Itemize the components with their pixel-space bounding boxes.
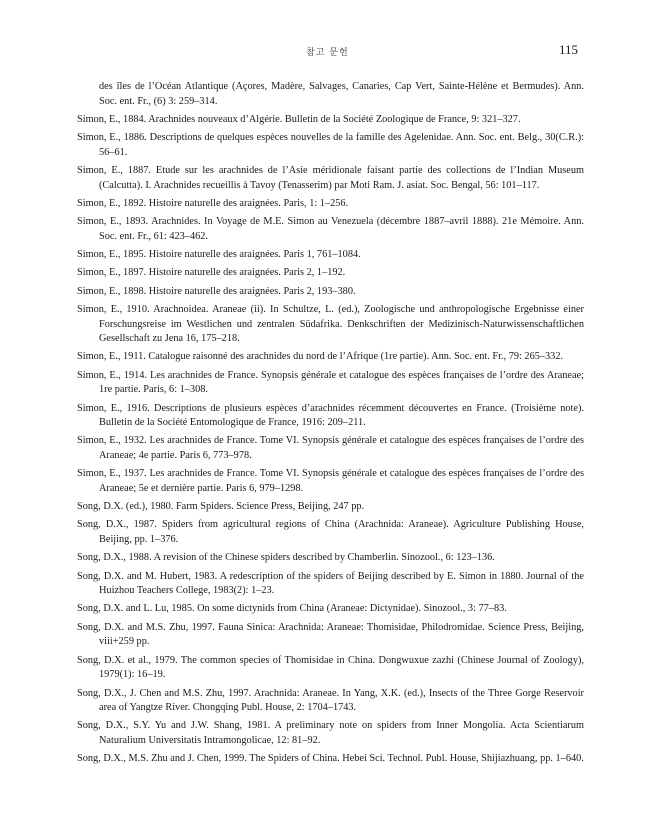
reference-entry: Simon, E., 1895. Histoire naturelle des araignées. Paris 1, 761–1084. — [77, 249, 361, 261]
reference-entry: Song, D.X., J. Chen and M.S. Zhu, 1997. Arachnida: Araneae. In Yang, X.K. (ed.), Insects of the Three Gorge Reservoir area of Yangtze River. Chongqing Publ. House, 2: 1704–1743. — [77, 687, 584, 714]
reference-entry: Simon, E., 1887. Etude sur les arachnides de l’Asie méridionale faisant partie des collections de l’Indian Museum (Calcutta). I. Arachnides recueillis à Tavoy (Tenasserim) par Moti Ram. J. asiat. Soc. Bengal, 56: 101–117. — [77, 165, 584, 191]
reference-entry: Simon, E., 1932. Les arachnides de France. Tome VI. Synopsis générale et catalogue des espèces françaises de l’ordre des Araneae; 4e partie. Paris 6, 773–978. — [77, 435, 584, 461]
reference-entry: Simon, E., 1898. Histoire naturelle des araignées. Paris 2, 193–380. — [77, 285, 356, 297]
reference-list — [77, 80, 584, 771]
reference-entry: Simon, E., 1892. Histoire naturelle des araignées. Paris, 1: 1–256. — [77, 197, 349, 209]
reference-entry: Simon, E., 1914. Les arachnides de France. Synopsis générale et catalogue des espèces françaises de l’ordre des Araneae; 1re partie. Paris, 6: 1–308. — [77, 369, 584, 396]
reference-entry: Song, D.X., M.S. Zhu and J. Chen, 1999. The Spiders of China. Hebei Sci. Technol. Publ. House, Shijiazhuang, pp. 1–640. — [77, 753, 584, 765]
reference-entry: Song, D.X., 1987. Spiders from agricultural regions of China (Arachnida: Araneae). Agriculture Publishing House, Beijing, pp. 1–376. — [77, 519, 584, 546]
reference-entry: Simon, E., 1893. Arachnides. In Voyage de M.E. Simon au Venezuela (décembre 1887–avril 1888). 21e Mémoire. Ann. Soc. ent. Fr., 61: 423–462. — [77, 216, 584, 242]
page-number: 115 — [558, 42, 578, 57]
reference-entry: Simon, E., 1911. Catalogue raisonné des arachnides du nord de l’Afrique (1re partie). Ann. Soc. ent. Fr., 79: 265–332. — [77, 351, 564, 363]
reference-entry: Song, D.X. and M.S. Zhu, 1997. Fauna Sinica: Arachnida: Araneae: Thomisidae, Philodromidae. Science Press, Beijing, viii+259 pp. — [77, 621, 584, 648]
reference-entry: Song, D.X. et al., 1979. The common species of Thomisidae in China. Dongwuxue zazhi (Chinese Journal of Zoology), 1979(1): 16–19. — [77, 654, 584, 681]
reference-entry: Song, D.X. and L. Lu, 1985. On some dictynids from China (Araneae: Dictynidae). Sinozool., 3: 77–83. — [77, 603, 507, 615]
reference-entry: Song, D.X. and M. Hubert, 1983. A redescription of the spiders of Beijing described by E. Simon in 1880. Journal of the Huizhou Teachers College, 1983(2): 1–23. — [77, 570, 584, 597]
reference-entry: Song, D.X., S.Y. Yu and J.W. Shang, 1981. A preliminary note on spiders from Inner Mongolia. Acta Scientiarum Naturalium Universitatis Intramongolicae, 12: 81–92. — [77, 720, 584, 746]
reference-entry: Simon, E., 1937. Les arachnides de France. Tome VI. Synopsis générale et catalogue des espèces françaises de l’ordre des Araneae; 5e et dernière partie. Paris 6, 979–1298. — [77, 468, 584, 494]
reference-entry: Simon, E., 1886. Descriptions de quelques espèces nouvelles de la famille des Agelenidae. Ann. Soc. ent. Belg., 30(C.R.): 56–61. — [77, 132, 584, 158]
reference-entry: des îles de l’Océan Atlantique (Açores, Madère, Salvages, Canaries, Cap Vert, Sainte-Hélène et Bermudes). Ann. Soc. ent. Fr., (6) 3: 259–314. — [99, 81, 584, 107]
reference-entry: Song, D.X. (ed.), 1980. Farm Spiders. Science Press, Beijing, 247 pp. — [77, 501, 365, 513]
reference-entry: Simon, E., 1884. Arachnides nouveaux d’Algérie. Bulletin de la Société Zoologique de France, 9: 321–327. — [77, 113, 521, 125]
running-head: 참고 문헌 — [306, 48, 349, 58]
reference-entry: Simon, E., 1910. Arachnoidea. Araneae (ii). In Schultze, L. (ed.), Zoologische und anthropologische Ergebnisse einer Forschungsreise im Westlichen und zentralen Südafrika. Denkschriften der Medizinisch-Naturwissenschaftlichen Gesellschaft zu Jena 16, 175–218. — [77, 303, 584, 345]
reference-entry: Simon, E., 1897. Histoire naturelle des araignées. Paris 2, 1–192. — [77, 267, 346, 279]
reference-entry: Simon, E., 1916. Descriptions de plusieurs espèces d’arachnides récemment découvertes en France. (Troisième note). Bulletin de la Société Entomologique de France, 1916: 209–211. — [77, 402, 584, 429]
reference-entry: Song, D.X., 1988. A revision of the Chinese spiders described by Chamberlin. Sinozool., 6: 123–136. — [77, 552, 495, 564]
page-header — [0, 42, 652, 62]
